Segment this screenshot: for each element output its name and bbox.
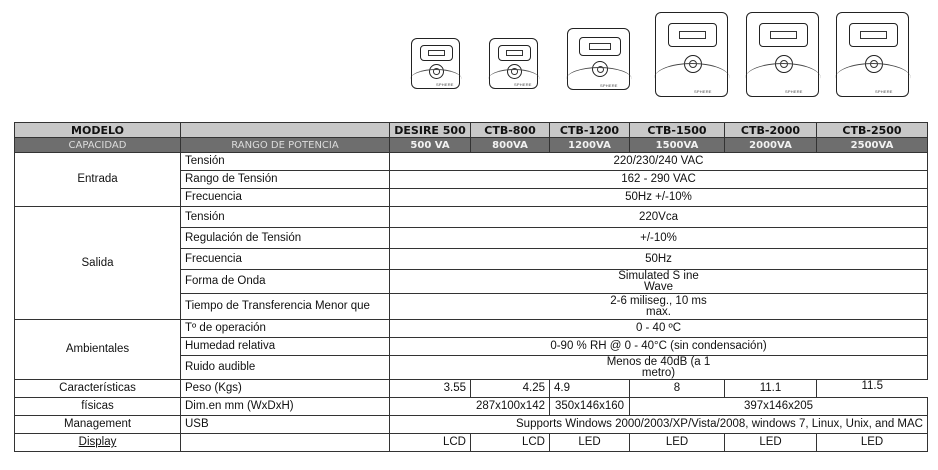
dim-ctb-1200: 350x146x160 — [550, 398, 630, 416]
row-label: Tiempo de Transferencia Menor que — [181, 294, 390, 320]
ambientales-label: Ambientales — [15, 320, 181, 380]
row-value: 220Vca — [390, 207, 928, 228]
row-label: Tensión — [181, 153, 390, 171]
value-line-2: max. — [646, 305, 671, 318]
header-blank — [181, 123, 390, 138]
header-row-capacity — [15, 138, 928, 153]
row-label: Frecuencia — [181, 189, 390, 207]
capacity-ctb-2000: 2000VA — [725, 138, 817, 153]
model-ctb-1200: CTB-1200 — [550, 123, 630, 138]
peso-ctb-1200: 4.9 — [550, 380, 630, 398]
peso-ctb-1500: 8 — [630, 380, 725, 398]
caracteristicas-label: Características — [15, 380, 181, 398]
ctb-1200-image: SPHERE — [567, 28, 630, 90]
desire-500-image: SPHERE — [411, 38, 460, 89]
header-row-model — [15, 123, 928, 138]
row-label: Ruido audible — [181, 356, 390, 380]
row-value: 50Hz +/-10% — [390, 189, 928, 207]
row-label: USB — [181, 416, 390, 434]
row-value: 162 - 290 VAC — [390, 171, 928, 189]
display-ctb-2500: LED — [817, 434, 928, 452]
row-label: Tº de operación — [181, 320, 390, 338]
capacity-ctb-1500: 1500VA — [630, 138, 725, 153]
value-line-1: Simulated S ine — [618, 269, 699, 282]
capacity-ctb-2500: 2500VA — [817, 138, 928, 153]
ctb-1500-image: SPHERE — [655, 12, 728, 97]
value-line-2: metro) — [641, 366, 676, 379]
capacity-ctb-1200: 1200VA — [550, 138, 630, 153]
entrada-label: Entrada — [15, 153, 181, 207]
row-value — [390, 356, 928, 380]
row-label: Frecuencia — [181, 249, 390, 270]
dim-ctb-1500-2500: 397x146x205 — [630, 398, 928, 416]
capacity-ctb-800: 800VA — [471, 138, 550, 153]
row-value — [390, 294, 928, 320]
ctb-2000-image: SPHERE — [746, 12, 819, 97]
row-label — [181, 434, 390, 452]
management-label: Management — [15, 416, 181, 434]
table-row — [15, 207, 928, 228]
peso-ctb-800: 4.25 — [471, 380, 550, 398]
model-ctb-2000: CTB-2000 — [725, 123, 817, 138]
table-row — [15, 320, 928, 338]
display-ctb-800: LCD — [471, 434, 550, 452]
model-ctb-2500: CTB-2500 — [817, 123, 928, 138]
table-row — [15, 434, 928, 452]
display-desire-500: LCD — [390, 434, 471, 452]
display-ctb-1200: LED — [550, 434, 630, 452]
display-ctb-2000: LED — [725, 434, 817, 452]
capacity-desire-500: 500 VA — [390, 138, 471, 153]
capacidad-label: CAPACIDAD — [15, 138, 181, 153]
row-value — [390, 270, 928, 294]
display-label: Display — [15, 434, 181, 452]
peso-desire-500: 3.55 — [390, 380, 471, 398]
model-ctb-800: CTB-800 — [471, 123, 550, 138]
row-label: Humedad relativa — [181, 338, 390, 356]
row-label: Peso (Kgs) — [181, 380, 390, 398]
rango-label: RANGO DE POTENCIA — [181, 138, 390, 153]
value-line-1: 2-6 miliseg., 10 ms — [610, 294, 707, 307]
peso-ctb-2500: 11.5 — [861, 380, 884, 392]
value-line-1: Menos de 40dB (a 1 — [606, 355, 711, 368]
modelo-label: MODELO — [15, 123, 181, 138]
salida-label: Salida — [15, 207, 181, 320]
row-value: 220/230/240 VAC — [390, 153, 928, 171]
row-label: Forma de Onda — [181, 270, 390, 294]
row-label: Rango de Tensión — [181, 171, 390, 189]
spec-table — [14, 122, 928, 452]
row-label: Tensión — [181, 207, 390, 228]
row-value: 50Hz — [390, 249, 928, 270]
row-label: Dim.en mm (WxDxH) — [181, 398, 390, 416]
row-value: +/-10% — [390, 228, 928, 249]
value-line-2: Wave — [644, 280, 673, 293]
table-row — [15, 380, 928, 398]
dim-desire-ctb800: 287x100x142 — [390, 398, 550, 416]
peso-ctb-2000: 11.1 — [725, 380, 817, 398]
row-label: Regulación de Tensión — [181, 228, 390, 249]
model-ctb-1500: CTB-1500 — [630, 123, 725, 138]
fisicas-label: físicas — [15, 398, 181, 416]
ctb-2500-image: SPHERE — [836, 12, 909, 97]
table-row — [15, 153, 928, 171]
ctb-800-image: SPHERE — [489, 38, 538, 89]
table-row — [15, 416, 928, 434]
row-value: 0-90 % RH @ 0 - 40°C (sin condensación) — [390, 338, 928, 356]
table-row — [15, 398, 928, 416]
display-ctb-1500: LED — [630, 434, 725, 452]
model-desire-500: DESIRE 500 — [390, 123, 471, 138]
row-value: 0 - 40 ºC — [390, 320, 928, 338]
row-value: Supports Windows 2000/2003/XP/Vista/2008, windows 7, Linux, Unix, and MAC — [390, 416, 928, 434]
